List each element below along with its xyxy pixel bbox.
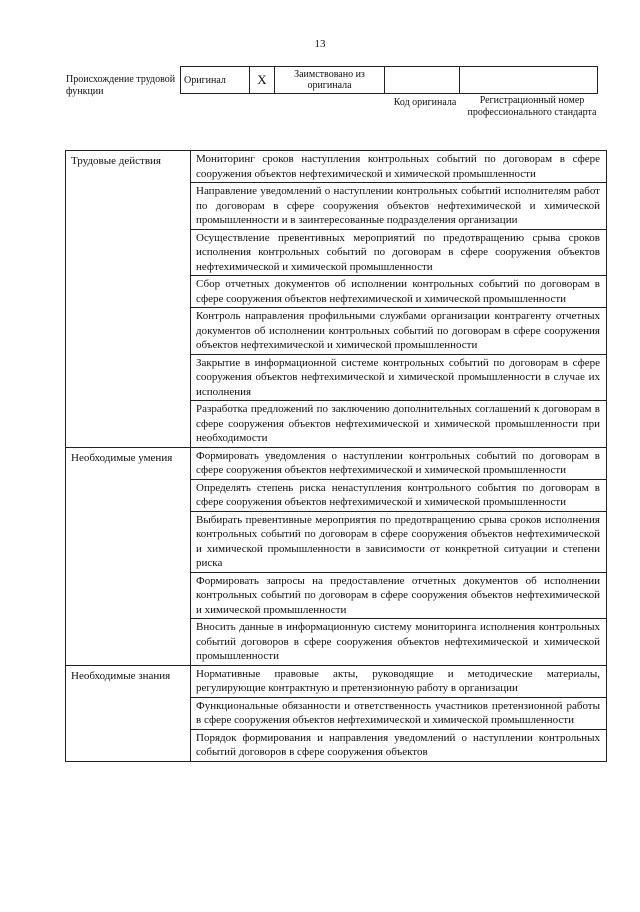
section-item: Вносить данные в информационную систему мониторинга исполнения контрольных событий договоров в сфере сооружения объектов нефтехимической и химической промышленности: [191, 619, 607, 666]
section-item: Определять степень риска ненаступления контрольного события по договорам в сфере сооружения объектов нефтехимической и химической промышленности: [191, 479, 607, 511]
origin-label: Происхождение трудовой функции: [66, 74, 176, 97]
table-row: [66, 665, 607, 697]
reg-number-label: Регистрационный номер профессионального стандарта: [467, 95, 597, 118]
code-label: Код оригинала: [393, 97, 457, 108]
section-item: Разработка предложений по заключению дополнительных соглашений к договорам в сфере сооружения объектов нефтехимической и химической промышленности при необходимости: [191, 401, 607, 448]
original-mark: X: [250, 67, 275, 94]
section-item: Мониторинг сроков наступления контрольных событий по договорам в сфере сооружения объектов нефтехимической и химической промышленности: [191, 151, 607, 183]
section-item: Направление уведомлений о наступлении контрольных событий исполнителям работ по договорам в сфере сооружения объектов нефтехимической и химической промышленности и в заинтересованные подразделения организации: [191, 183, 607, 230]
section-title: Необходимые знания: [66, 665, 191, 761]
borrowed-cell: Заимствовано из оригинала: [275, 67, 385, 94]
section-title: Трудовые действия: [66, 151, 191, 448]
section-item: Нормативные правовые акты, руководящие и методические материалы, регулирующие контрактную и претензионную работу в организации: [191, 665, 607, 697]
section-item: Осуществление превентивных мероприятий по предотвращению срыва сроков исполнения контрольных событий по договорам в сфере сооружения объектов нефтехимической и химической промышленности: [191, 229, 607, 276]
table-row: [66, 447, 607, 479]
origin-table: [180, 66, 598, 94]
section-item: Формировать уведомления о наступлении контрольных событий по договорам в сфере сооружения объектов нефтехимической и химической промышленности: [191, 447, 607, 479]
table-row: [66, 151, 607, 183]
page-number: 13: [314, 38, 326, 50]
original-cell: Оригинал: [181, 67, 250, 94]
section-item: Сбор отчетных документов об исполнении контрольных событий по договорам в сфере сооружения объектов нефтехимической и химической промышленности: [191, 276, 607, 308]
section-item: Закрытие в информационной системе контрольных событий по договорам в сфере сооружения объектов нефтехимической и химической промышленности в случае их исполнения: [191, 354, 607, 401]
section-item: Контроль направления профильными службами организации контрагенту отчетных документов об исполнении контрольных событий по договорам в сфере сооружения объектов нефтехимической и химической промышленности: [191, 308, 607, 355]
reg-number-cell: [460, 67, 598, 94]
section-title: Необходимые умения: [66, 447, 191, 665]
section-item: Формировать запросы на предоставление отчетных документов об исполнении контрольных событий по договорам в сфере сооружения объектов нефтехимической и химической промышленности: [191, 572, 607, 619]
section-item: Функциональные обязанности и ответственность участников претензионной работы в сфере сооружения объектов нефтехимической и химической промышленности: [191, 697, 607, 729]
code-cell: [385, 67, 460, 94]
section-item: Выбирать превентивные мероприятия по предотвращению срыва сроков исполнения контрольных событий по договорам в сфере сооружения объектов нефтехимической и химической промышленности в зависимости от конкретной ситуации и степени риска: [191, 511, 607, 572]
function-table: [65, 150, 607, 762]
section-item: Порядок формирования и направления уведомлений о наступлении контрольных событий договоров в сфере сооружения объектов: [191, 729, 607, 761]
